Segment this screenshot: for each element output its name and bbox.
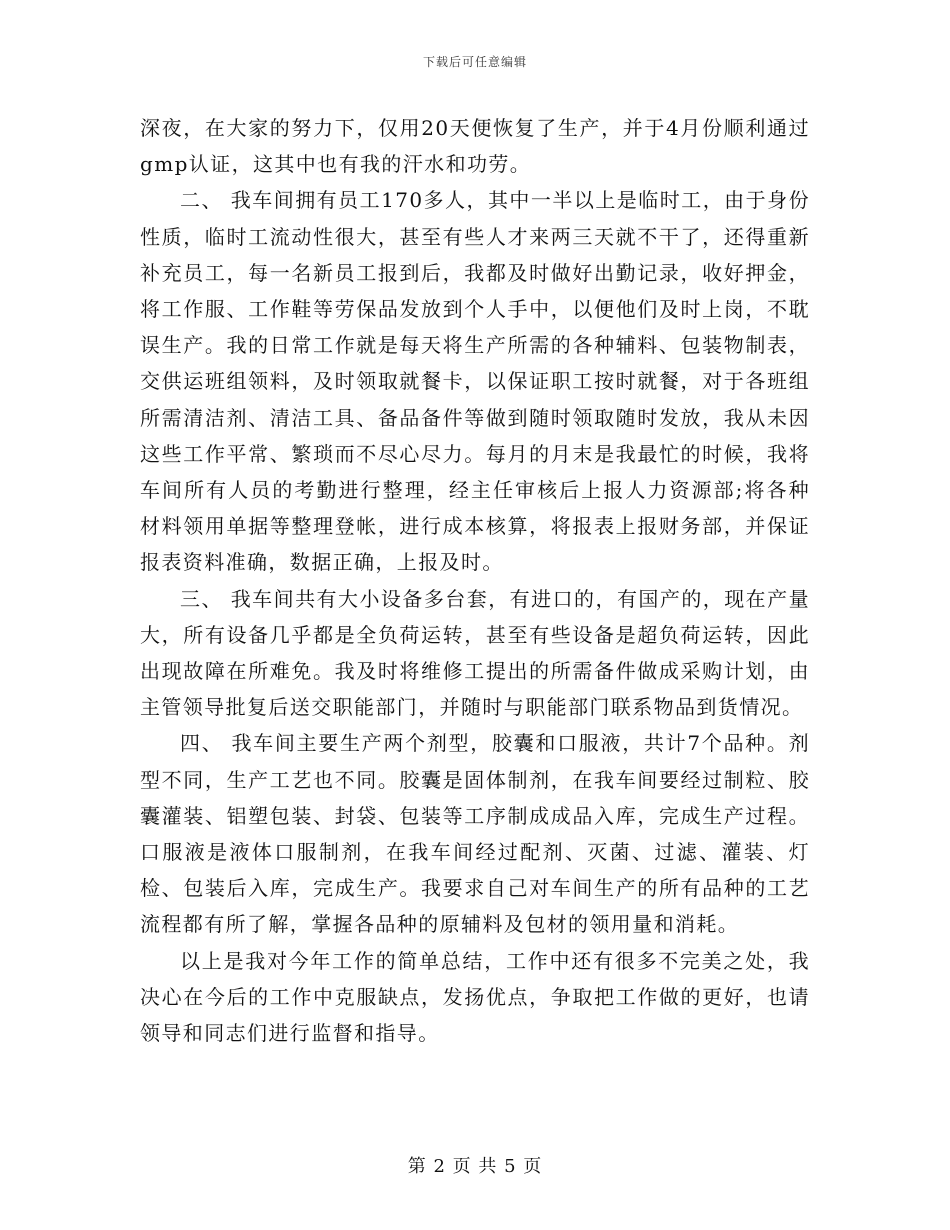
paragraph-conclusion: 以上是我对今年工作的简单总结，工作中还有很多不完美之处，我决心在今后的工作中克服缺点，发扬优点，争取把工作做的更好，也请领导和同志们进行监督和指导。 xyxy=(140,948,810,1046)
paragraph-section-two: 二、 我车间拥有员工170多人，其中一半以上是临时工，由于身份性质，临时工流动性很大，甚至有些人才来两三天就不干了，还得重新补充员工，每一名新员工报到后，我都及时做好出勤记录，收好押金，将工作服、工作鞋等劳保品发放到个人手中，以便他们及时上岗，不耽误生产。我的日常工作就是每天将生产所需的各种辅料、包装物制表，交供运班组领料，及时领取就餐卡，以保证职工按时就餐，对于各班组所需清洁剂、清洁工具、备品备件等做到随时领取随时发放，我从未因这些工作平常、繁琐而不尽心尽力。每月的月末是我最忙的时候，我将车间所有人员的考勤进行整理，经主任审核后上报人力资源部;将各种材料领用单据等整理登帐，进行成本核算，将报表上报财务部，并保证报表资料准确，数据正确，上报及时。 xyxy=(140,188,810,575)
page-header-note: 下载后可任意编辑 xyxy=(422,55,527,69)
paragraph-section-three: 三、 我车间共有大小设备多台套，有进口的，有国产的，现在产量大，所有设备几乎都是全负荷运转，甚至有些设备是超负荷运转，因此出现故障在所难免。我及时将维修工提出的所需备件做成采购计划，由主管领导批复后送交职能部门，并随时与职能部门联系物品到货情况。 xyxy=(140,586,810,720)
page-number-footer: 第 2 页 共 5 页 xyxy=(407,1156,543,1177)
paragraph-section-four: 四、 我车间主要生产两个剂型，胶囊和口服液，共计7个品种。剂型不同，生产工艺也不同。胶囊是固体制剂，在我车间要经过制粒、胶囊灌装、铝塑包装、封袋、包装等工序制成成品入库，完成生产过程。口服液是液体口服制剂，在我车间经过配剂、灭菌、过滤、灌装、灯检、包装后入库，完成生产。我要求自己对车间生产的所有品种的工艺流程都有所了解，掌握各品种的原辅料及包材的领用量和消耗。 xyxy=(140,731,810,937)
paragraph-continuation: 深夜，在大家的努力下，仅用20天便恢复了生产，并于4月份顺利通过gmp认证，这其中也有我的汗水和功劳。 xyxy=(140,116,810,177)
document-body xyxy=(140,110,810,1051)
